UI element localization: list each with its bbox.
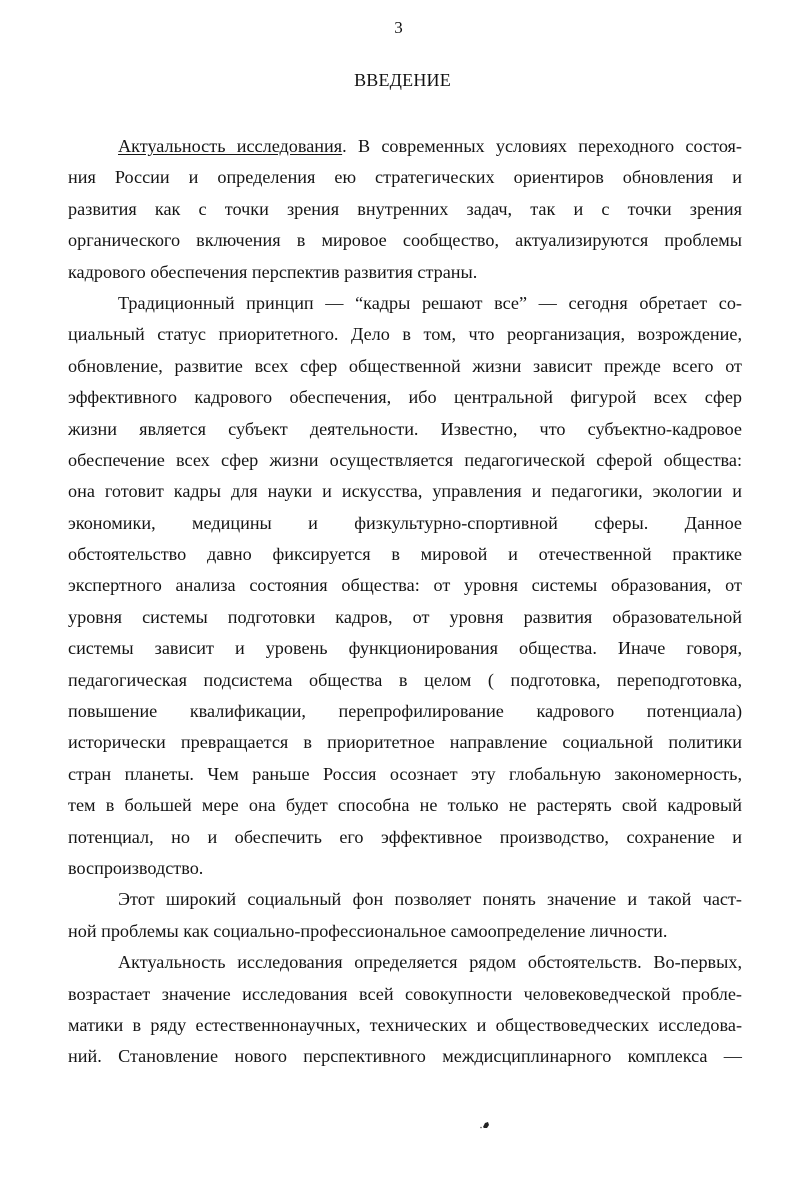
scan-speck-icon: [480, 1121, 490, 1129]
paragraph-line: возрастает значение исследования всей совокупности человековедческой пробле-: [68, 983, 742, 1004]
paragraph-line: эффективного кадрового обеспечения, ибо центральной фигурой всех сфер: [68, 387, 742, 408]
paragraph-1-line-1: Актуальность исследования. В современных условиях переходного состоя-: [118, 136, 742, 156]
paragraph-line: повышение квалификации, перепрофилирование кадрового потенциала): [68, 701, 742, 722]
paragraph-line: она готовит кадры для науки и искусства, управления и педагогики, экологии и: [68, 481, 742, 502]
paragraph-line: стран планеты. Чем раньше Россия осознает эту глобальную закономерность,: [68, 763, 742, 784]
paragraph-line: циальный статус приоритетного. Дело в том, что реорганизация, возрождение,: [68, 324, 742, 345]
paragraph-line: развития как с точки зрения внутренних задач, так и с точки зрения: [68, 198, 742, 219]
paragraph-line: педагогическая подсистема общества в целом ( подготовка, переподготовка,: [68, 669, 742, 690]
paragraph-line: обеспечение всех сфер жизни осуществляется педагогической сферой общества:: [68, 449, 742, 470]
paragraph-line: системы зависит и уровень функционирования общества. Иначе говоря,: [68, 638, 742, 659]
paragraph-line: Актуальность исследования определяется рядом обстоятельств. Во-первых,: [118, 952, 742, 973]
page-number: 3: [394, 18, 403, 37]
paragraph-line: экономики, медицины и физкультурно-спортивной сферы. Данное: [68, 512, 742, 533]
paragraph-line: тем в большей мере она будет способна не только не растерять свой кадровый: [68, 795, 742, 816]
paragraph-line: экспертного анализа состояния общества: от уровня системы образования, от: [68, 575, 742, 596]
paragraph-line: обновление, развитие всех сфер общественной жизни зависит прежде всего от: [68, 355, 742, 376]
paragraph-line: воспроизводство.: [68, 857, 204, 878]
section-title: ВВЕДЕНИЕ: [354, 70, 451, 90]
paragraph-line: ной проблемы как социально-профессиональное самоопределение личности.: [68, 920, 668, 941]
paragraph-line: потенциал, но и обеспечить его эффективное производство, сохранение и: [68, 826, 742, 847]
paragraph-line: органического включения в мировое сообщество, актуализируются проблемы: [68, 230, 742, 251]
underlined-lead: Актуальность исследования: [118, 136, 343, 156]
paragraph-line: ния России и определения ею стратегических ориентиров обновления и: [68, 167, 742, 188]
paragraph-line: матики в ряду естественнонаучных, технических и обществоведческих исследова-: [68, 1014, 742, 1035]
paragraph-line: уровня системы подготовки кадров, от уровня развития образовательной: [68, 606, 742, 627]
paragraph-line: ний. Становление нового перспективного междисциплинарного комплекса —: [68, 1046, 742, 1067]
paragraph-line: жизни является субъект деятельности. Известно, что субъектно-кадровое: [68, 418, 742, 439]
paragraph-line: Традиционный принцип — “кадры решают все” — сегодня обретает со-: [118, 292, 742, 313]
paragraph-line: исторически превращается в приоритетное направление социальной политики: [68, 732, 742, 753]
paragraph-line: кадрового обеспечения перспектив развития страны.: [68, 261, 478, 282]
paragraph-line: Этот широкий социальный фон позволяет понять значение и такой част-: [118, 889, 742, 910]
body-text: [68, 131, 742, 1073]
paragraph-line: обстоятельство давно фиксируется в мировой и отечественной практике: [68, 544, 742, 565]
